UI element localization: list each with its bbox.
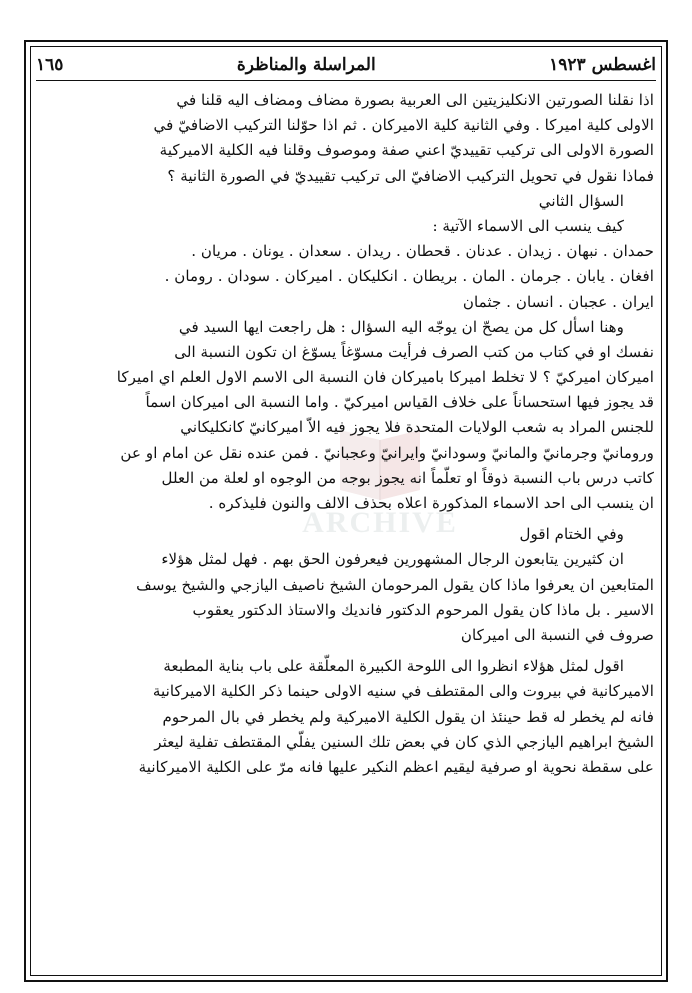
header-divider	[36, 80, 656, 81]
names-list-line: افغان . يابان . جرمان . المان . بريطان . انكليكان . اميركان . سودان . رومان .	[164, 267, 654, 286]
names-list-line: حمدان . نبهان . زيدان . عدنان . قحطان . ريدان . سعدان . يونان . مريان .	[191, 242, 654, 261]
text-line: اذا نقلنا الصورتين الانكليزيتين الى العربية بصورة مضاف ومضاف اليه قلنا في	[176, 91, 654, 109]
section-heading: وفي الختام اقول	[519, 525, 624, 544]
text-line: ان ينسب الى احد الاسماء المذكورة اعلاه بحذف الالف والنون فليذكره .	[208, 494, 654, 512]
text-line: الاولى كلية اميركا . وفي الثانية كلية الاميركان . ثم اذا حوّلنا التركيب الاضافيّ في	[153, 116, 654, 135]
text-line: قد يجوز فيها استحساناً على خلاف القياس اميركيّ . واما النسبة الى اميركان اسماً	[145, 393, 654, 412]
text-line: كاتب درس باب النسبة ذوقاً او تعلّماً انه يجوز بوجه من الوجوه او لعلة من العلل	[161, 468, 654, 487]
section-heading: السؤال الثاني	[538, 191, 624, 210]
text-line: ورومانيّ وجرمانيّ والمانيّ وسودانيّ وايرانيّ وعجبانيّ . فمن عنده نقل عن امام او عن	[120, 443, 654, 462]
header-date: اغسطس ١٩٢٣	[549, 55, 656, 75]
header-title: المراسلة والمناظرة	[236, 55, 376, 75]
article-body	[38, 88, 654, 973]
question-line: كيف ينسب الى الاسماء الآتية :	[432, 216, 624, 235]
text-line: الاميركانية في بيروت والى المقتطف في سنيه الاولى حينما ذكر الكلية الاميركانية	[152, 682, 654, 701]
text-line: الاسير . بل ماذا كان يقول المرحوم الدكتور فانديك والاستاذ الدكتور يعقوب	[192, 600, 654, 619]
text-line: ان كثيرين يتابعون الرجال المشهورين فيعرفون الحق بهم . فهل لمثل هؤلاء	[161, 550, 624, 569]
text-line: الصورة الاولى الى تركيب تقييديّ اعني صفة وموصوف وقلنا فيه الكلية الاميركية	[159, 141, 654, 160]
text-line: اميركان اميركيّ ؟ لا تخلط اميركا باميركان فان النسبة الى الاسم الاول العلم اي اميركا	[116, 368, 654, 387]
text-line: الشيخ ابراهيم اليازجي الذي كان في بعض تلك السنين يفلّي المقتطف تفلية ليعثر	[154, 732, 654, 751]
page-number: ١٦٥	[36, 55, 64, 75]
text-line: وهنا اسأل كل من يصحّ ان يوجّه اليه السؤال : هل راجعت ايها السيد في	[178, 317, 624, 336]
text-line: المتابعين ان يعرفوا ماذا كان يقول المرحومان الشيخ ناصيف اليازجي والشيخ يوسف	[136, 575, 654, 594]
text-line: صروف في النسبة الى اميركان	[460, 625, 654, 644]
names-list-line: ايران . عجبان . انسان . جثمان	[462, 292, 654, 311]
running-header	[36, 50, 656, 80]
text-line: على سقطة نحوية او صرفية ليقيم اعظم النكير عليها فانه مرّ على الكلية الاميركانية	[138, 757, 654, 776]
text-line: للجنس المراد به شعب الولايات المتحدة فلا يجوز فيه الاّ اميركانيّ كانكليكاني	[180, 418, 654, 437]
text-line: نفسك او في كتاب من كتب الصرف فرأيت مسوّغاً يسوّغ ان تكون النسبة الى	[174, 342, 654, 361]
text-line: اقول لمثل هؤلاء انظروا الى اللوحة الكبيرة المعلّقة على باب بناية المطبعة	[163, 657, 624, 676]
text-line: فماذا نقول في تحويل التركيب الاضافيّ الى تركيب تقييديّ في الصورة الثانية ؟	[167, 166, 654, 185]
text-line: فانه لم يخطر له قط حينئذ ان يقول الكلية الاميركية ولم يخطر في بال المرحوم	[162, 707, 654, 726]
watermark-text: ARCHIVE	[302, 506, 458, 539]
